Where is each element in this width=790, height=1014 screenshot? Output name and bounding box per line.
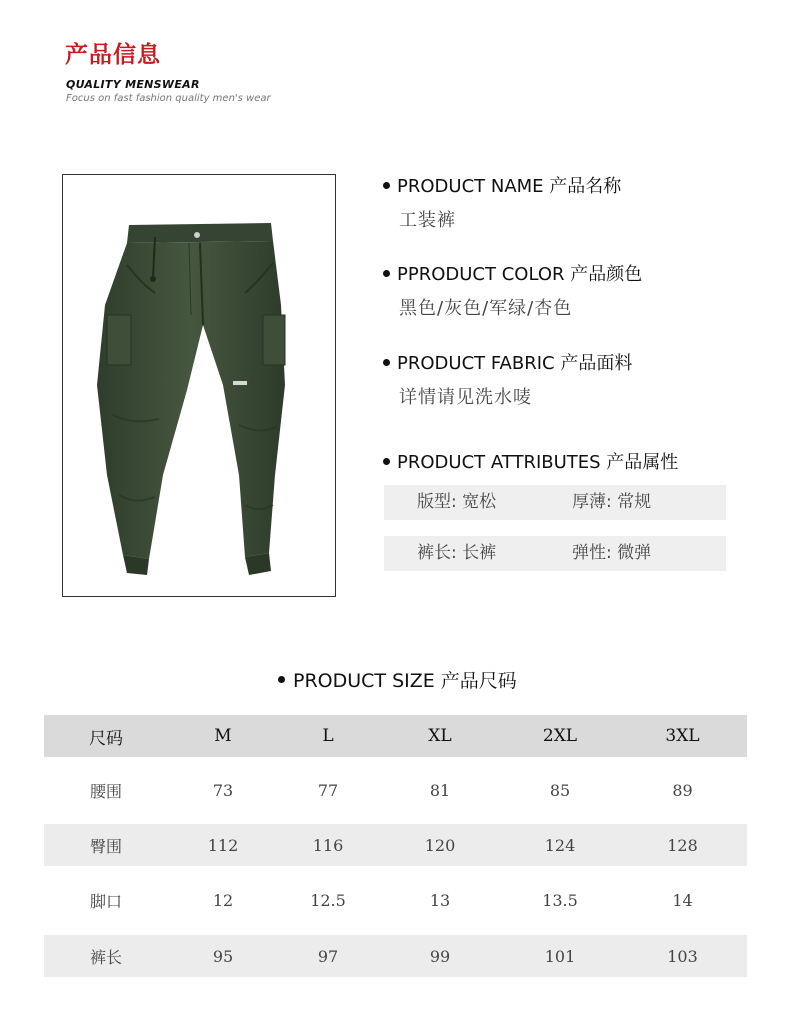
table-cell: 12	[212, 891, 234, 910]
table-cell: 77	[317, 781, 339, 800]
product-name-label: PRODUCT NAME 产品名称	[383, 172, 621, 198]
table-cell: 14	[672, 891, 693, 910]
bullet-icon	[383, 182, 390, 189]
product-attributes-block	[383, 448, 678, 474]
table-cell: 116	[278, 824, 378, 866]
table-header-row	[44, 715, 747, 757]
attribute-length: 裤长: 长裤	[417, 543, 497, 563]
column-header: 2XL	[502, 715, 618, 757]
brand-subtitle: QUALITY MENSWEAR	[66, 78, 200, 91]
table-cell: 89	[672, 781, 693, 800]
row-label: 裤长	[44, 935, 168, 977]
bullet-icon	[383, 270, 390, 277]
table-cell: 120	[378, 824, 502, 866]
product-name-value: 工装裤	[399, 210, 456, 231]
product-attributes-label: PRODUCT ATTRIBUTES 产品属性	[383, 448, 678, 474]
page-title: 产品信息	[65, 42, 161, 68]
product-color-block	[383, 260, 642, 320]
column-header: L	[278, 715, 378, 757]
bullet-icon	[383, 458, 390, 465]
bullet-icon	[278, 676, 285, 683]
brand-tagline: Focus on fast fashion quality men's wear	[66, 93, 271, 104]
table-row	[44, 824, 747, 866]
attribute-fit: 版型: 宽松	[417, 492, 497, 512]
table-cell: 13.5	[542, 891, 578, 910]
product-fabric-value: 详情请见洗水唛	[399, 387, 532, 408]
table-cell: 101	[502, 935, 618, 977]
table-cell: 103	[618, 935, 747, 977]
row-label: 脚口	[89, 892, 122, 911]
bullet-icon	[383, 359, 390, 366]
table-cell: 73	[212, 781, 234, 800]
table-row	[44, 866, 747, 935]
column-header: 3XL	[618, 715, 747, 757]
size-table	[44, 715, 747, 977]
product-fabric-block	[383, 349, 632, 409]
product-fabric-label: PRODUCT FABRIC 产品面料	[383, 349, 632, 375]
column-header: M	[168, 715, 278, 757]
table-cell: 85	[549, 781, 571, 800]
table-cell: 112	[168, 824, 278, 866]
table-cell: 128	[618, 824, 747, 866]
row-label: 腰围	[89, 782, 122, 801]
table-cell: 13	[429, 891, 451, 910]
product-name-block	[383, 172, 621, 232]
table-cell: 124	[502, 824, 618, 866]
table-cell: 97	[278, 935, 378, 977]
product-photo	[62, 174, 336, 597]
table-row	[44, 935, 747, 977]
product-color-label: PPRODUCT COLOR 产品颜色	[383, 260, 642, 286]
attribute-thickness: 厚薄: 常规	[572, 492, 652, 512]
table-cell: 81	[429, 781, 451, 800]
row-label: 臀围	[44, 824, 168, 866]
table-cell: 12.5	[310, 891, 346, 910]
size-section-heading: PRODUCT SIZE 产品尺码	[278, 666, 517, 693]
product-color-value: 黑色/灰色/军绿/杏色	[399, 298, 573, 319]
cargo-pants-image	[63, 175, 335, 596]
table-cell: 95	[168, 935, 278, 977]
column-header: XL	[378, 715, 502, 757]
attribute-row	[384, 536, 726, 571]
table-cell: 99	[378, 935, 502, 977]
table-row	[44, 757, 747, 824]
attribute-stretch: 弹性: 微弹	[572, 543, 652, 563]
attribute-row	[384, 485, 726, 520]
column-header: 尺码	[44, 715, 168, 757]
